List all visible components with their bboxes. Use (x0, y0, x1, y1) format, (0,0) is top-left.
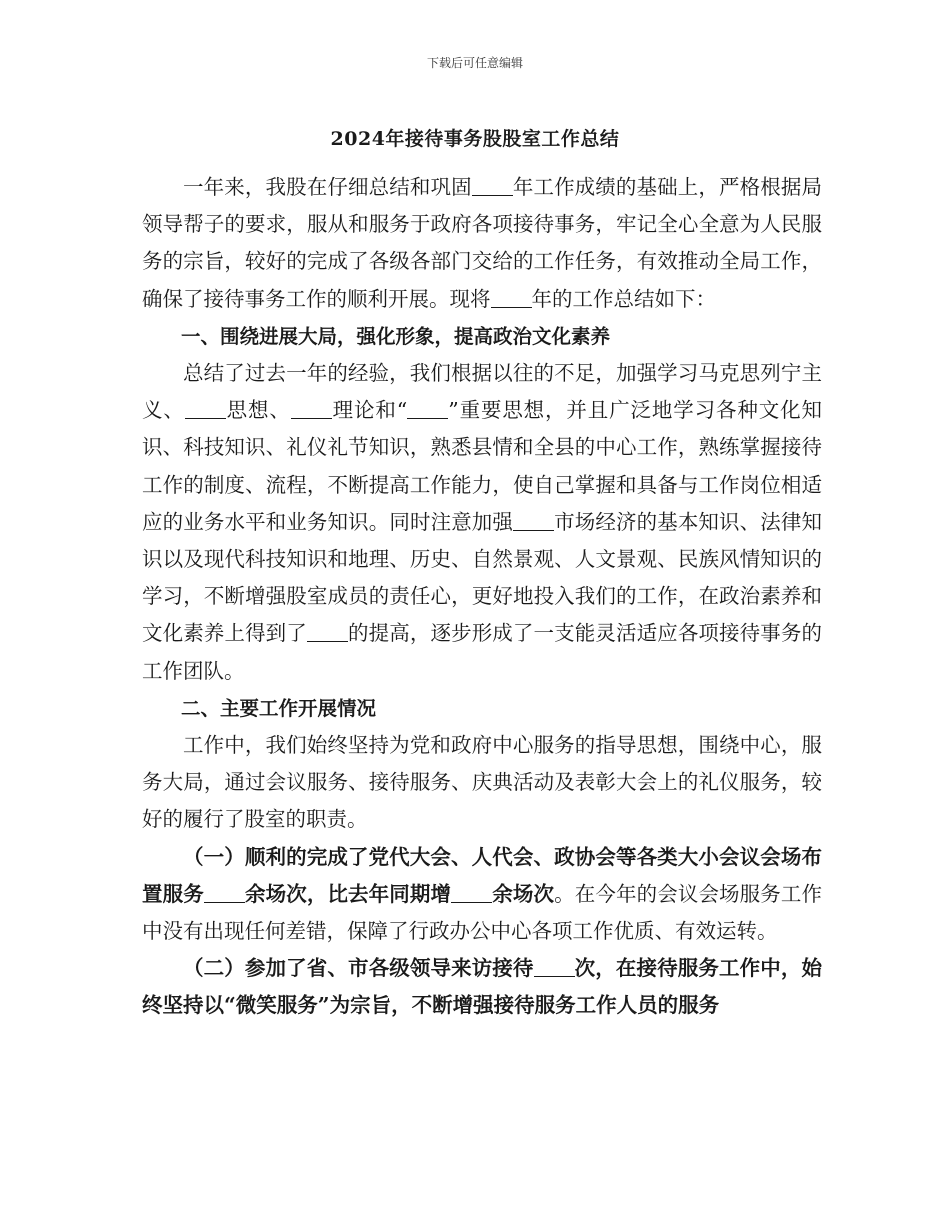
fill-blank (204, 881, 245, 903)
fill-blank (513, 509, 554, 531)
text-segment: 年的工作总结如下： (531, 286, 716, 311)
paragraph-section-2: 工作中，我们始终坚持为党和政府中心服务的指导思想，围绕中心，服务大局，通过会议服务、接待服务、庆典活动及表彰大会上的礼仪服务，较好的履行了股室的职责。 (142, 733, 822, 832)
header-note: 下载后可任意编辑 (426, 56, 523, 70)
text-segment: 思想、 (225, 398, 291, 423)
fill-blank (534, 956, 575, 978)
fill-blank (407, 398, 448, 420)
paragraph-item-1 (142, 839, 822, 951)
fill-blank (185, 398, 226, 420)
text-segment: 一年来，我股在仔细总结和巩固 (183, 175, 472, 199)
text-segment: 市场经济的基本知识、法律知识以及现代科技知识和地理、历史、自然景观、人文景观、民族风情知识的学习，不断增强股室成员的责任心，更好地投入我们的工作，在政治素养和文化素养上得到了 (142, 509, 822, 646)
section-heading-1: 一、围绕进展大局，强化形象，提高政治文化素养 (181, 324, 611, 348)
fill-blank (307, 621, 348, 643)
text-segment: 年工作成绩的基础上，严格根据局领导帮子的要求，服从和服务于政府各项接待事务，牢记全心全意为人民服务的宗旨，较好的完成了各级各部门交给的工作任务，有效推动全局工作，确保了接待事务工作的顺利开展。现将 (142, 175, 823, 311)
bold-segment: 次，在接待服务工作中，始终坚持以“微笑服务”为宗旨，不断增强接待服务工作人员的服务 (142, 956, 823, 1018)
bold-segment: （一）顺利的完成了党代大会、人代会、政协会等各类大小会议会场布置服务 (142, 844, 822, 906)
fill-blank (451, 881, 492, 903)
bold-segment: （二）参加了省、市各级领导来访接待 (183, 956, 534, 981)
fill-blank (491, 286, 532, 308)
document-body (142, 169, 822, 1025)
text-segment: 理论和“ (331, 398, 408, 423)
text-segment: 总结了过去一年的经验，我们根据以往的不足，加强学习马克思列宁主义、 (142, 361, 822, 423)
text-segment: 的提高，逐步形成了一支能灵活适应各项接待事务的工作团队。 (142, 621, 823, 683)
text-segment: 。在今年的会议会场服务工作中没有出现任何差错，保障了行政办公中心各项工作优质、有效运转。 (142, 881, 823, 944)
text-segment: ”重要思想，并且广泛地学习各种文化知识、科技知识、礼仪礼节知识，熟悉县情和全县的中心工作，熟练掌握接待工作的制度、流程，不断提高工作能力，使自己掌握和具备与工作岗位相适应的业务水平和业务知识。同时注意加强 (142, 398, 823, 534)
paragraph-intro (142, 169, 822, 318)
section-heading-2: 二、主要工作开展情况 (181, 696, 377, 720)
paragraph-item-2 (142, 950, 822, 1024)
document-title: 2024年接待事务股股室工作总结 (330, 128, 620, 150)
bold-segment: 余场次，比去年同期增 (244, 881, 452, 906)
paragraph-section-1 (142, 355, 822, 690)
fill-blank (472, 175, 513, 197)
bold-segment: 余场次 (492, 881, 555, 906)
fill-blank (291, 398, 332, 420)
